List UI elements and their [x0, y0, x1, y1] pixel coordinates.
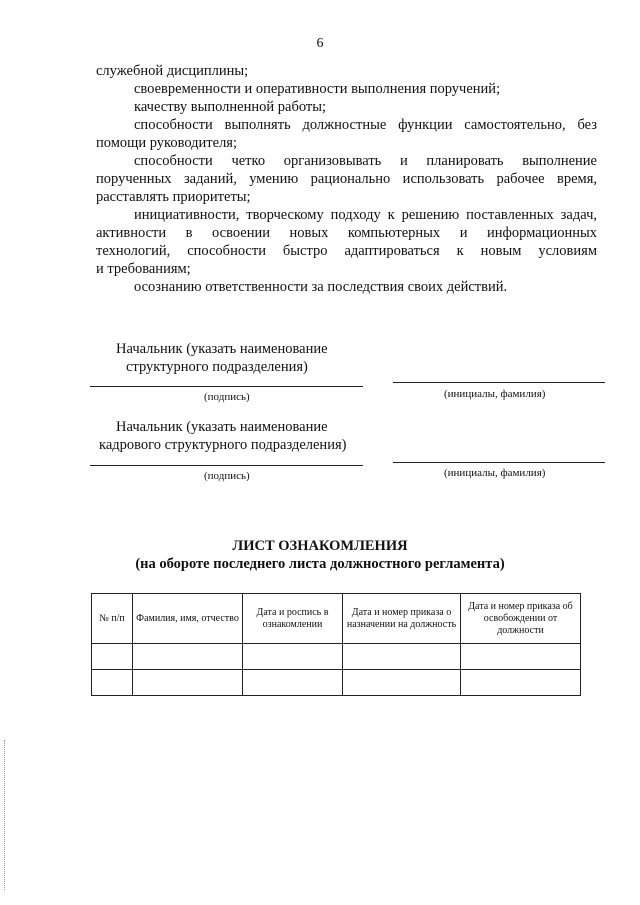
table-cell: [243, 670, 343, 696]
signature-caption: (подпись): [204, 391, 250, 403]
acknowledgement-table: [91, 593, 581, 696]
column-header: Дата и роспись в ознакомлении: [243, 594, 343, 644]
text-line: качеству выполненной работы;: [134, 99, 326, 115]
column-header: Фамилия, имя, отчество: [133, 594, 243, 644]
text-line: инициативности, творческому подходу к решению поставленных задач,: [134, 207, 597, 223]
name-line: [393, 462, 605, 463]
signature-line: [90, 465, 363, 466]
name-caption: (инициалы, фамилия): [444, 467, 546, 479]
name-caption: (инициалы, фамилия): [444, 388, 546, 400]
text-line: порученных заданий, умению рационально использовать рабочее время,: [96, 171, 597, 187]
table-row: [92, 670, 581, 696]
table-cell: [343, 670, 461, 696]
signature-caption: (подпись): [204, 470, 250, 482]
table-cell: [92, 670, 133, 696]
text-line: способности четко организовывать и планировать выполнение: [134, 153, 597, 169]
acknowledgement-subtitle: (на обороте последнего листа должностного регламента): [135, 556, 505, 572]
signatory-title: Начальник (указать наименование: [116, 419, 328, 435]
column-header: Дата и номер приказа об освобождении от должности: [461, 594, 581, 644]
scan-margin-mark: [4, 740, 5, 890]
table-header-row: [92, 594, 581, 644]
name-line: [393, 382, 605, 383]
text-line: помощи руководителя;: [96, 135, 237, 151]
text-line: технологий, способности быстро адаптироваться к новым условиям: [96, 243, 597, 259]
column-header: № п/п: [92, 594, 133, 644]
text-line: активности в освоении новых компьютерных и информационных: [96, 225, 597, 241]
table-cell: [133, 644, 243, 670]
text-line: расставлять приоритеты;: [96, 189, 251, 205]
text-line: служебной дисциплины;: [96, 63, 249, 79]
text-line: осознанию ответственности за последствия своих действий.: [134, 279, 508, 295]
table-cell: [461, 644, 581, 670]
table-row: [92, 644, 581, 670]
signatory-title: кадрового структурного подразделения): [99, 437, 347, 453]
acknowledgement-title: ЛИСТ ОЗНАКОМЛЕНИЯ: [232, 538, 408, 554]
signatory-title: структурного подразделения): [126, 359, 308, 375]
table-cell: [461, 670, 581, 696]
text-line: и требованиям;: [96, 261, 191, 277]
signatory-title: Начальник (указать наименование: [116, 341, 328, 357]
table-cell: [243, 644, 343, 670]
signature-line: [90, 386, 363, 387]
text-line: способности выполнять должностные функции самостоятельно, без: [134, 117, 597, 133]
page-number: 6: [316, 36, 324, 51]
text-line: своевременности и оперативности выполнения поручений;: [134, 81, 501, 97]
table-cell: [343, 644, 461, 670]
table-cell: [133, 670, 243, 696]
column-header: Дата и номер приказа о назначении на должность: [343, 594, 461, 644]
table-cell: [92, 644, 133, 670]
